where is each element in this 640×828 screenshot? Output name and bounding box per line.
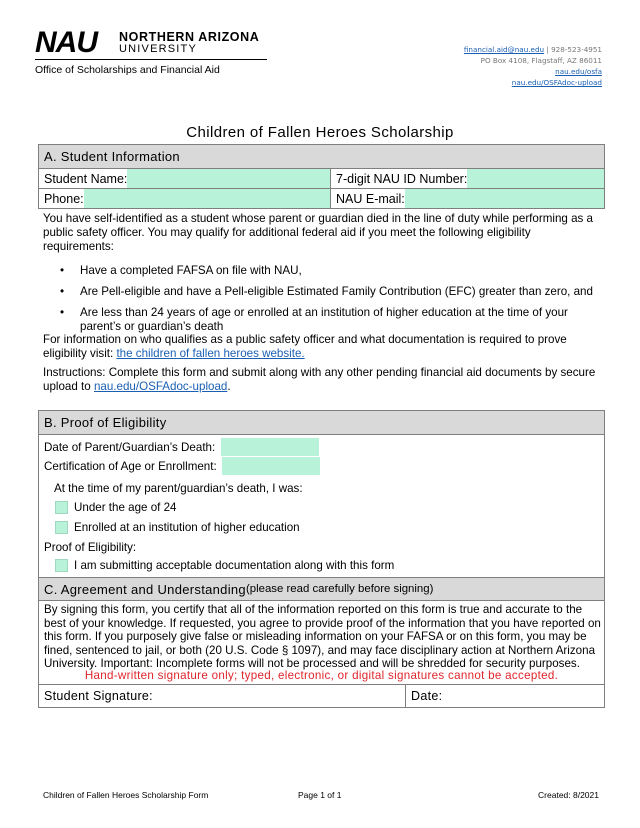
page-title: Children of Fallen Heroes Scholarship [186,124,454,141]
logo-rule [35,59,267,60]
section-a-heading: A. Student Information [44,149,180,164]
contact-block [464,44,602,88]
nau-id-field[interactable] [467,169,604,188]
footer-form-name: Children of Fallen Heroes Scholarship Form [43,790,209,800]
phone-cell [39,189,331,208]
death-date-row [44,438,319,456]
intro-paragraph: You have self-identified as a student whose parent or guardian died in the line of duty while performing as a public safety officer. You may qualify for additional federal aid if you meet the following eligibility requirements: [43,212,593,253]
section-b-table [38,410,605,708]
phone-label: Phone: [44,191,84,206]
row-phone-email [39,188,604,208]
enrolled-checkbox[interactable] [55,521,68,534]
death-date-label: Date of Parent/Guardian’s Death: [44,440,216,454]
under-24-checkbox[interactable] [55,501,68,514]
section-c-heading: C. Agreement and Understanding [44,581,246,597]
phone-text: | 928-523-4951 [544,45,602,54]
section-c-heading-note: (please read carefully before signing) [245,583,434,595]
requirement-item: • Are less than 24 years of age or enrolled at an institution of higher education at the time of your parent’s or guardian’s death [43,306,603,334]
signature-warning: Hand-written signature only; typed, electronic, or digital signatures cannot be accepted. [84,669,559,682]
agreement-text: By signing this form, you certify that all of the information reported on this form is true and accurate to the best of your knowledge. If requested, you agree to provide proof of the information that you have reported on this form. If you purposely give false or misleading information on your FAFSA or on this form, you may be fined, sentenced to jail, or both (20 U.S. Code § 1097), and may face disciplinary action at Northern Arizona University. Important: Incomplete forms will not be processed and will be shredded for security purposes. [44,603,601,670]
requirement-item: • Are Pell-eligible and have a Pell-eligible Estimated Family Contribution (EFC) greater than zero, and [43,285,603,299]
logo-name-line1: NORTHERN ARIZONA [119,30,260,44]
under-24-label: Under the age of 24 [74,501,177,514]
signature-label: Student Signature: [44,689,153,703]
nau-email-field[interactable] [405,189,604,208]
footer-page-number: Page 1 of 1 [298,790,342,800]
instructions-end: . [227,380,231,393]
section-b-body [39,434,604,577]
footer-created-date: Created: 8/2021 [538,790,599,800]
nau-logo [35,26,270,62]
office-name: Office of Scholarships and Financial Aid [35,64,220,76]
section-a-header [39,145,604,168]
student-name-cell [39,169,331,188]
requirement-item: • Have a completed FAFSA on file with NAU, [43,264,603,278]
student-name-label: Student Name: [44,171,128,186]
documentation-label: I am submitting acceptable documentation along with this form [74,559,395,572]
section-b-heading: B. Proof of Eligibility [44,415,167,430]
signature-row [39,684,604,707]
fallen-heroes-link[interactable]: the children of fallen heroes website. [116,347,305,360]
email-link[interactable]: financial.aid@nau.edu [463,45,545,54]
death-date-field[interactable] [221,438,319,456]
documentation-checkbox[interactable] [55,559,68,572]
section-c-body [39,600,604,684]
certification-label: Certification of Age or Enrollment: [44,459,217,473]
certification-field[interactable] [222,457,320,475]
intro-block [43,212,603,341]
address-text: PO Box 4108, Flagstaff, AZ 86011 [480,56,602,65]
section-a-table [38,144,605,209]
upload-link[interactable]: nau.edu/OSFAdoc-upload [93,380,228,393]
nau-id-label: 7-digit NAU ID Number: [336,171,468,186]
option-under-24-row [55,501,177,514]
row-name-id [39,168,604,188]
nau-email-label: NAU E-mail: [336,191,405,206]
section-c-header [39,577,604,600]
info-paragraph [43,333,603,361]
signature-cell[interactable] [39,685,406,707]
at-time-label: At the time of my parent/guardian’s death, I was: [54,482,303,495]
phone-field[interactable] [84,189,330,208]
instructions-paragraph [43,366,603,394]
proof-label: Proof of Eligibility: [44,541,137,554]
upload-link-header[interactable]: nau.edu/OSFAdoc-upload [511,78,602,87]
enrolled-label: Enrolled at an institution of higher education [74,521,300,534]
logo-name-line2: UNIVERSITY [119,43,198,55]
section-c-heading-cell [39,578,604,600]
date-label: Date: [411,689,443,703]
date-cell[interactable] [406,685,604,707]
nau-id-cell [331,169,604,188]
nau-email-cell [331,189,604,208]
osfa-link[interactable]: nau.edu/osfa [555,67,602,76]
student-name-field[interactable] [127,169,330,188]
info-text: For information on who qualifies as a public safety officer and what documentation is required to prove eligibility visit: [43,333,567,360]
logo-mark: NAU [35,26,97,59]
certification-row [44,457,320,475]
instructions-text: Instructions: Complete this form and submit along with any other pending financial aid documents by secure upload to [43,366,596,393]
requirements-list [43,264,603,334]
option-enrolled-row [55,521,300,534]
section-b-header [39,411,604,434]
option-documentation-row [55,559,394,572]
